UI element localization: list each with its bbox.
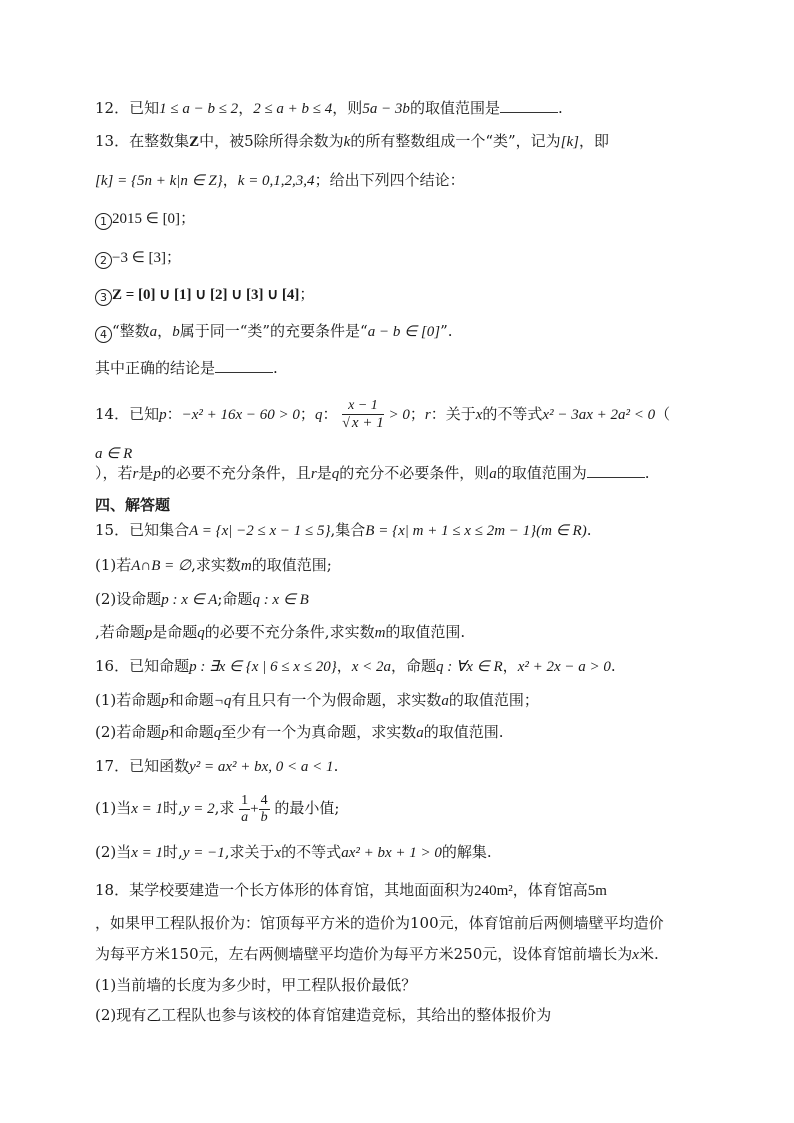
answer-blank (215, 358, 273, 373)
question-17-part-1: (1)当x = 1时,y = 2,求 $\frac{1}{a}$ + $\frac{4}{b}$ 的最小值; (95, 792, 340, 825)
question-15-part-2-cont: ,若命题p是命题q的必要不充分条件,求实数m的取值范围. (95, 623, 466, 641)
question-13: 13．在整数集Z中，被5除所得余数为k的所有整数组成一个“类”，记为[k]，即 (95, 132, 610, 150)
section-heading: 四、解答题 (95, 496, 171, 514)
question-14-cont-2: ），若r是p的必要不充分条件，且r是q的充分不必要条件，则a的取值范围为 . (95, 464, 650, 482)
answer-blank (587, 463, 645, 478)
question-18: 18．某学校要建造一个长方体形的体育馆，其地面面积为240m²，体育馆高5m (95, 881, 607, 899)
question-17-part-2: (2)当x = 1时,y = −1,求关于x的不等式ax² + bx + 1 > 0的解集. (95, 843, 492, 861)
question-16-part-1: (1)若命题p和命题¬q有且只有一个为假命题，求实数a的取值范围； (95, 691, 539, 709)
circled-number: 3 (95, 289, 112, 306)
question-16-part-2: (2)若命题p和命题q至少有一个为真命题，求实数a的取值范围. (95, 723, 504, 741)
fraction: $\frac{x - 1}{√ x + 1}$ (342, 398, 384, 431)
question-15-part-1: (1)若A∩B = ∅,求实数m的取值范围; (95, 556, 332, 574)
question-13-conclusion: 其中正确的结论是 . (95, 359, 278, 377)
question-14-cont: a ∈ R (95, 446, 133, 462)
option-1: 1 2015 ∈ [0]； (95, 208, 195, 230)
question-18-cont: ，如果甲工程队报价为：馆顶每平方米的造价为100元，体育馆前后两侧墙壁平均造价 (95, 914, 664, 932)
circled-number: 2 (95, 252, 112, 269)
fraction: $\frac{4}{b}$ (260, 792, 268, 825)
fraction: $\frac{1}{a}$ (241, 792, 249, 825)
question-18-part-1: (1)当前墙的长度为多少时，甲工程队报价最低？ (95, 976, 417, 994)
question-15: 15．已知集合A = {x| −2 ≤ x − 1 ≤ 5},集合B = {x| m + 1 ≤ x ≤ 2m − 1}(m ∈ R). (95, 521, 592, 539)
option-2: 2 −3 ∈ [3]； (95, 247, 181, 269)
question-12: 12．已知1 ≤ a − b ≤ 2，2 ≤ a + b ≤ 4，则5a − 3b的取值范围是 . (95, 99, 563, 117)
question-15-part-2: (2)设命题p : x ∈ A;命题q : x ∈ B (95, 590, 309, 608)
option-4: 4 “整数a，b属于同一“类”的充要条件是“a − b ∈ [0]”. (95, 321, 453, 343)
question-18-part-2: (2)现有乙工程队也参与该校的体育馆建造竞标，其给出的整体报价为 (95, 1006, 552, 1024)
question-14: 14．已知p：−x² + 16x − 60 > 0；q： $\frac{x - 1}{√ x + 1}$ > 0；r：关于x的不等式x² − 3ax + 2a² < 0（ (95, 398, 671, 431)
question-18-cont-2: 为每平方米150元，左右两侧墙壁平均造价为每平方米250元，设体育馆前墙长为x米. (95, 945, 659, 963)
question-17: 17．已知函数y² = ax² + bx, 0 < a < 1. (95, 757, 339, 775)
answer-blank (500, 98, 558, 113)
question-16: 16．已知命题p : ∃x ∈ {x | 6 ≤ x ≤ 20}，x < 2a，命题q : ∀x ∈ R，x² + 2x − a > 0. (95, 657, 616, 675)
option-3: 3 Z = [0] ∪ [1] ∪ [2] ∪ [3] ∪ [4]； (95, 284, 314, 306)
question-13-definition: [k] = {5n + k|n ∈ Z}，k = 0,1,2,3,4；给出下列四个结论： (95, 171, 465, 189)
circled-number: 4 (95, 326, 112, 343)
circled-number: 1 (95, 213, 112, 230)
